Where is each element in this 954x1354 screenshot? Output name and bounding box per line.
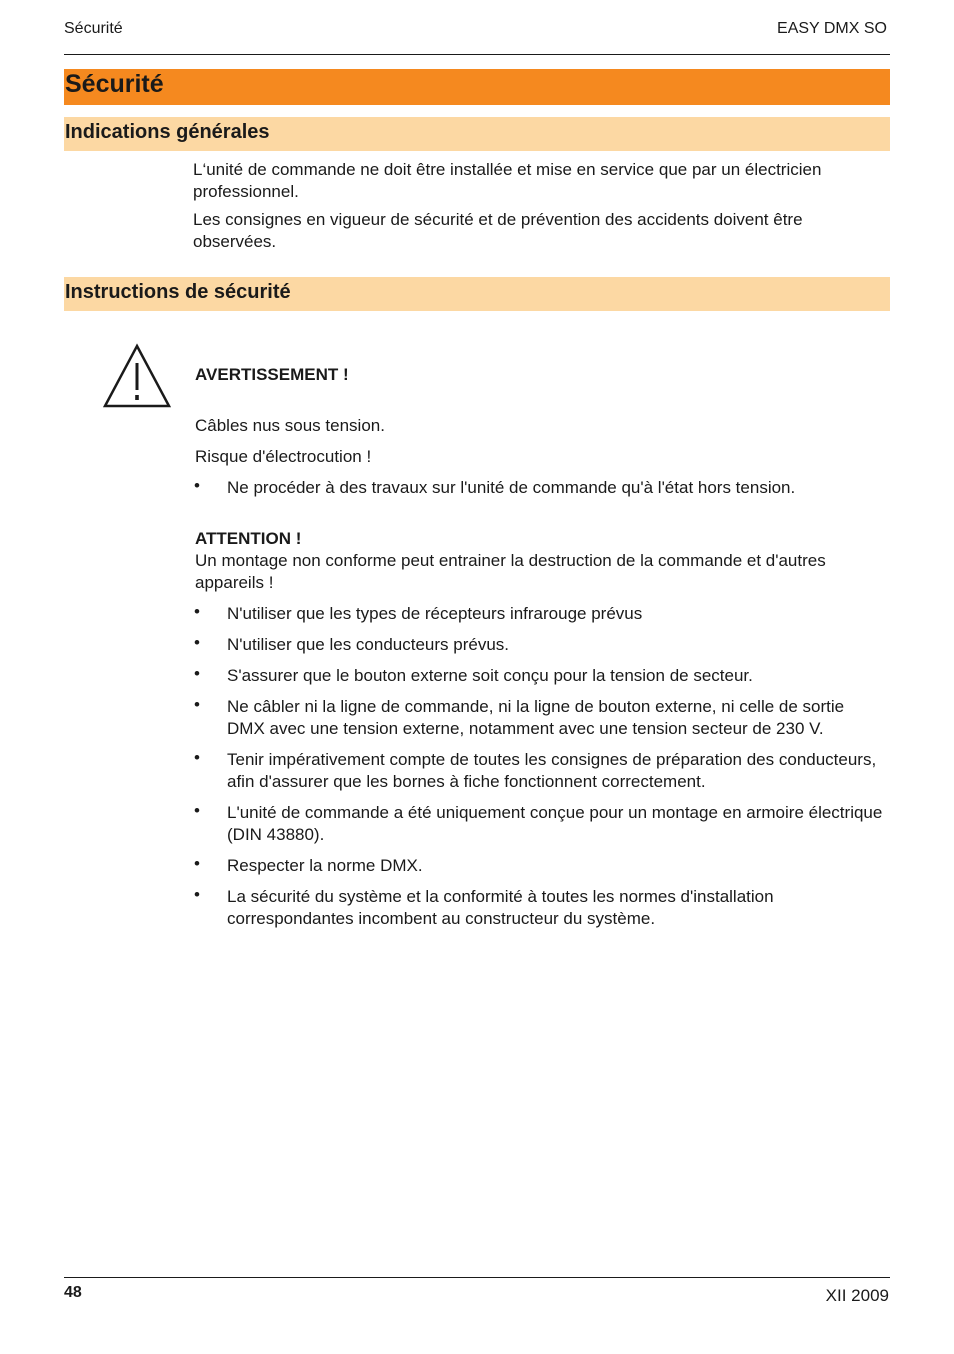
- list-item: [193, 603, 883, 625]
- header-divider: [64, 54, 890, 55]
- general-paragraph-2: Les consignes en vigueur de sécurité et de prévention des accidents doivent être observées.: [193, 210, 803, 251]
- bullet-icon: •: [194, 664, 200, 683]
- bullet-text: L'unité de commande a été uniquement conçue pour un montage en armoire électrique (DIN 43880).: [227, 803, 883, 844]
- bullet-icon: •: [194, 801, 200, 820]
- bullet-icon: •: [194, 854, 200, 873]
- list-item: [193, 665, 883, 687]
- list-item: [193, 749, 883, 793]
- list-item: [193, 696, 883, 740]
- warning-triangle-icon: [102, 343, 172, 409]
- bullet-text: Ne procéder à des travaux sur l'unité de commande qu'à l'état hors tension.: [227, 478, 796, 497]
- warning-line-1: Câbles nus sous tension.: [195, 416, 385, 435]
- running-header-section: Sécurité: [64, 20, 123, 37]
- warning-heading: AVERTISSEMENT !: [195, 365, 349, 384]
- list-item: [193, 634, 883, 656]
- page-number: 48: [64, 1284, 82, 1301]
- bullet-text: N'utiliser que les types de récepteurs infrarouge prévus: [227, 604, 643, 623]
- section-bar-safety: [64, 277, 890, 311]
- bullet-text: Ne câbler ni la ligne de commande, ni la ligne de bouton externe, ni celle de sortie DMX avec une tension externe, notamment avec une tension secteur de 230 V.: [227, 697, 845, 738]
- bullet-text: N'utiliser que les conducteurs prévus.: [227, 635, 509, 654]
- bullet-text: S'assurer que le bouton externe soit conçu pour la tension de secteur.: [227, 666, 753, 685]
- running-header-product: EASY DMX SO: [777, 20, 887, 37]
- bullet-icon: •: [194, 633, 200, 652]
- section-title-safety: Instructions de sécurité: [65, 281, 291, 303]
- bullet-text: La sécurité du système et la conformité à toutes les normes d'installation correspondantes incombent au constructeur du système.: [227, 887, 774, 928]
- bullet-icon: •: [194, 748, 200, 767]
- warning-line-2: Risque d'électrocution !: [195, 447, 372, 466]
- section-bar-general: [64, 117, 890, 151]
- attention-heading: ATTENTION !: [195, 529, 302, 548]
- bullet-icon: •: [194, 602, 200, 621]
- general-paragraph-1: L‘unité de commande ne doit être installée et mise en service que par un électricien professionnel.: [193, 160, 822, 201]
- bullet-text: Respecter la norme DMX.: [227, 856, 423, 875]
- attention-bullet-list: [193, 603, 883, 939]
- bullet-icon: •: [194, 885, 200, 904]
- list-item: [193, 886, 883, 930]
- attention-text: Un montage non conforme peut entrainer la destruction de la commande et d'autres appareils !: [195, 551, 826, 592]
- list-item: [193, 477, 883, 499]
- bullet-icon: •: [194, 695, 200, 714]
- footer-date: XII 2009: [825, 1286, 889, 1305]
- chapter-title: Sécurité: [65, 70, 164, 98]
- bullet-text: Tenir impérativement compte de toutes les consignes de préparation des conducteurs, afin d'assurer que les bornes à fiche fonctionnent correctement.: [227, 750, 877, 791]
- chapter-title-bar: [64, 69, 890, 105]
- section-title-general: Indications générales: [65, 121, 270, 143]
- list-item: [193, 802, 883, 846]
- bullet-icon: •: [194, 476, 200, 495]
- list-item: [193, 855, 883, 877]
- warning-bullet-list: [193, 477, 883, 508]
- footer-divider: [64, 1277, 890, 1278]
